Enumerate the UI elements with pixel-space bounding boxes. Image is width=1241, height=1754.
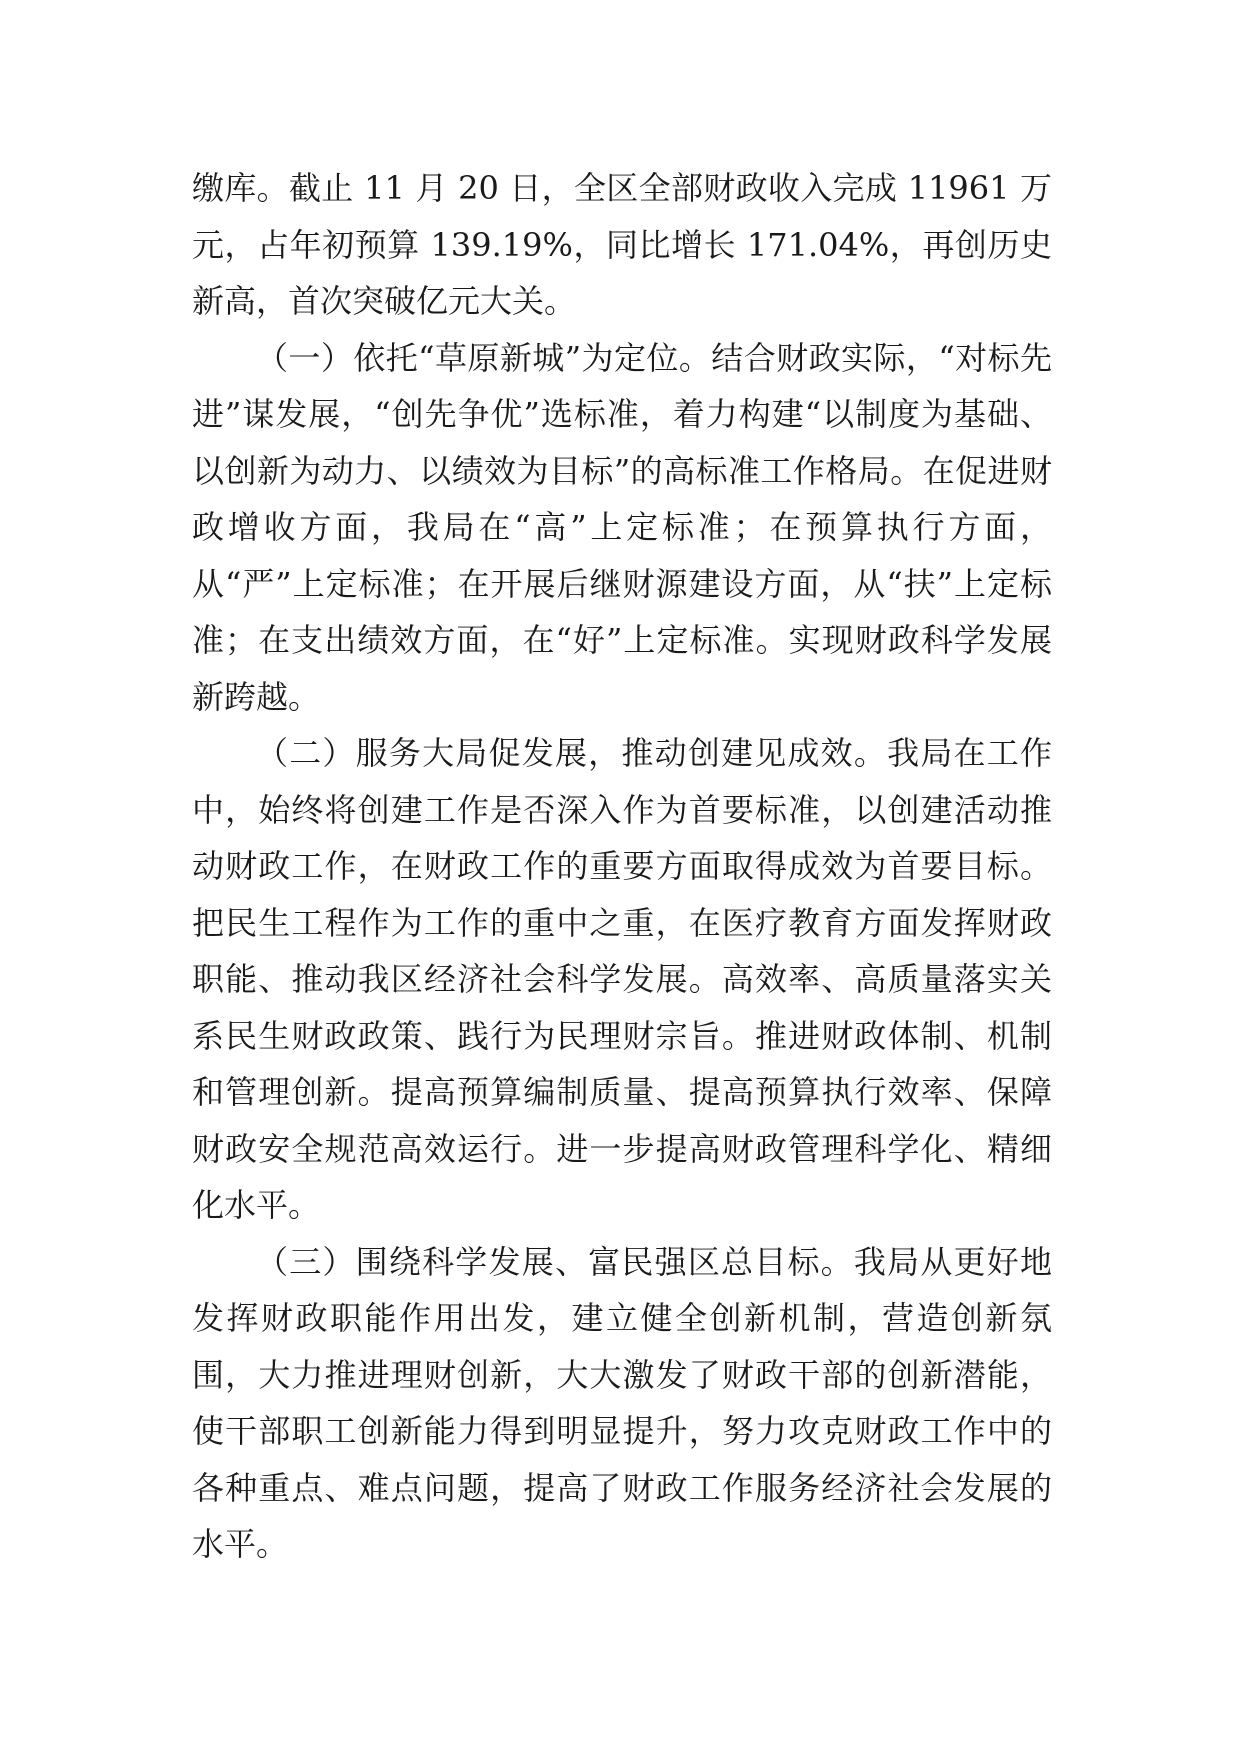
- paragraph-revenue-summary: 缴库。截止 11 月 20 日，全区全部财政收入完成 11961 万元，占年初预算 139.19%，同比增长 171.04%，再创历史新高，首次突破亿元大关。: [192, 169, 1052, 320]
- paragraph-section-two: （二）服务大局促发展，推动创建见成效。我局在工作中，始终将创建工作是否深入作为首要标准，以创建活动推动财政工作，在财政工作的重要方面取得成效为首要目标。把民生工程作为工作的重中之重，在医疗教育方面发挥财政职能、推动我区经济社会科学发展。高效率、高质量落实关系民生财政政策、践行为民理财宗旨。推进财政体制、机制和管理创新。提高预算编制质量、提高预算执行效率、保障财政安全规范高效运行。进一步提高财政管理科学化、精细化水平。: [192, 734, 1052, 1224]
- paragraph-section-three: （三）围绕科学发展、富民强区总目标。我局从更好地发挥财政职能作用出发，建立健全创新机制，营造创新氛围，大力推进理财创新，大大激发了财政干部的创新潜能，使干部职工创新能力得到明显提升，努力攻克财政工作中的各种重点、难点问题，提高了财政工作服务经济社会发展的水平。: [192, 1242, 1052, 1563]
- paragraph-section-one: （一）依托“草原新城”为定位。结合财政实际，“对标先进”谋发展，“创先争优”选标准，着力构建“以制度为基础、以创新为动力、以绩效为目标”的高标准工作格局。在促进财政增收方面，我局在“高”上定标准；在预算执行方面，从“严”上定标准；在开展后继财源建设方面，从“扶”上定标准；在支出绩效方面，在“好”上定标准。实现财政科学发展新跨越。: [192, 338, 1052, 716]
- document-body: [192, 160, 1052, 1573]
